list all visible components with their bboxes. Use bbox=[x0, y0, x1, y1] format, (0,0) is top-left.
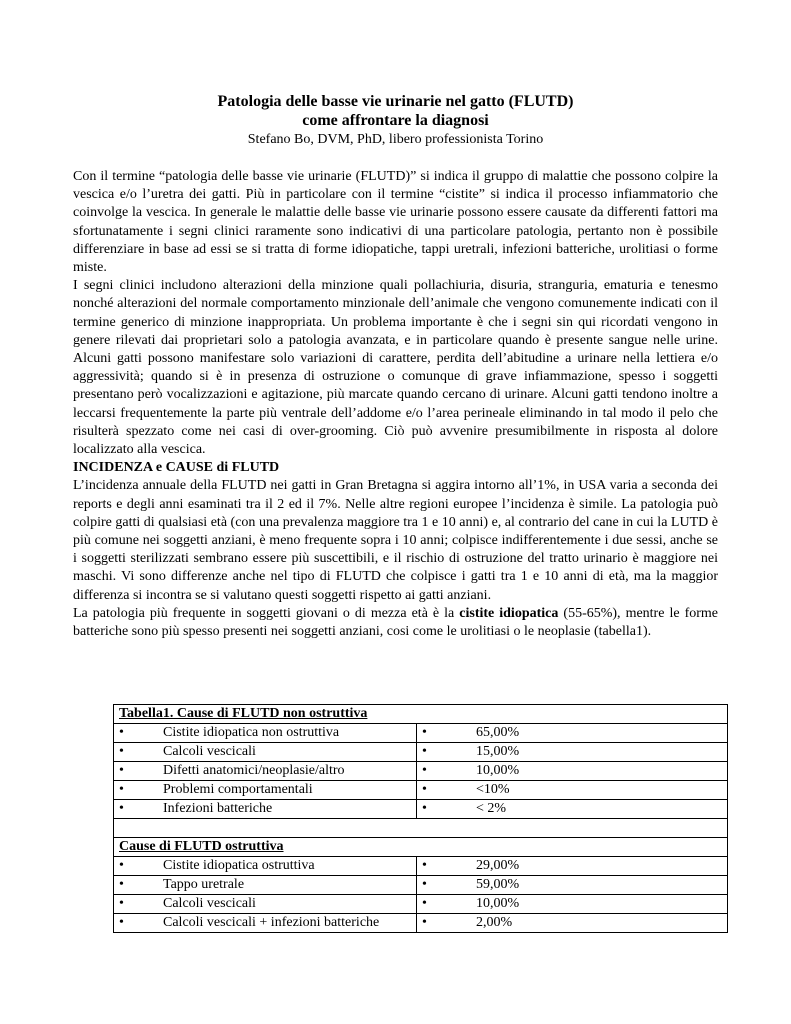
percentage-cell bbox=[417, 762, 728, 781]
cause-cell bbox=[114, 743, 417, 762]
table-row bbox=[114, 724, 728, 743]
obstructive-rows bbox=[114, 857, 728, 933]
cause-cell bbox=[114, 914, 417, 933]
table-row bbox=[114, 876, 728, 895]
bullet-icon: • bbox=[119, 877, 124, 892]
percentage-value: 2,00% bbox=[476, 915, 513, 930]
percentage-value: < 2% bbox=[476, 801, 507, 816]
bullet-icon: • bbox=[119, 744, 124, 759]
bullet-icon: • bbox=[422, 801, 427, 816]
table-row bbox=[114, 800, 728, 819]
prevalence-text-a: La patologia più frequente in soggetti giovani o di mezza età è la bbox=[73, 605, 460, 621]
cause-cell bbox=[114, 895, 417, 914]
paragraph-incidence: L’incidenza annuale della FLUTD nei gatti in Gran Bretagna si aggira intorno all’1%, in USA varia a seconda dei reports e degli anni esaminati tra il 2 ed il 7%. Nelle altre regioni europee l’incidenza è simile. La patologia può colpire gatti di qualsiasi età (con una prevalenza maggiore tra 1 e 10 anni) e, al contrario del cane in cui la LUTD è più comune nei soggetti anziani, è meno frequente sopra i 10 anni; colpisce indifferentemente i due sessi, anche se i soggetti sterilizzati sembrano essere più suscettibili, e il rischio di ostruzione del tratto urinario è maggiore nei maschi. Vi sono differenze anche nel tipo di FLUTD che colpisce i gatti tra 1 e 10 anni di età, ma la maggior differenza si incontra se si valutano questi soggetti rispetto ai gatti anziani. bbox=[73, 478, 718, 603]
table-row bbox=[114, 762, 728, 781]
percentage-cell bbox=[417, 895, 728, 914]
bullet-icon: • bbox=[119, 915, 124, 930]
table-row bbox=[114, 857, 728, 876]
bullet-icon: • bbox=[422, 763, 427, 778]
cause-label: Calcoli vescicali bbox=[163, 896, 256, 911]
percentage-cell bbox=[417, 876, 728, 895]
cause-label: Calcoli vescicali + infezioni batteriche bbox=[163, 915, 380, 930]
paragraph-intro: Con il termine “patologia delle basse vie urinarie (FLUTD)” si indica il gruppo di malattie che possono colpire la vescica e/o l’uretra dei gatti. Più in particolare con il termine “cistite” si indica il processo infiammatorio che coinvolge la vescica. In generale le malattie delle basse vie urinarie possono essere causate da differenti fattori ma sfortunatamente i segni clinici raramente sono indicativi di una particolare patologia, pertanto non è possibile differenziare in base ad essi se si tratta di forme idiopatiche, tappi uretrali, infezioni batteriche, urolitiasi o forme miste. bbox=[73, 169, 718, 276]
causes-table bbox=[113, 704, 728, 933]
cause-cell bbox=[114, 762, 417, 781]
percentage-cell bbox=[417, 781, 728, 800]
table-row bbox=[114, 895, 728, 914]
table-spacer-row bbox=[114, 819, 728, 838]
bullet-icon: • bbox=[422, 744, 427, 759]
bullet-icon: • bbox=[119, 801, 124, 816]
percentage-cell bbox=[417, 800, 728, 819]
percentage-cell bbox=[417, 743, 728, 762]
table-row bbox=[114, 743, 728, 762]
percentage-cell bbox=[417, 857, 728, 876]
document-title-line1: Patologia delle basse vie urinarie nel gatto (FLUTD) bbox=[217, 93, 574, 110]
cause-cell bbox=[114, 876, 417, 895]
cause-label: Cistite idiopatica ostruttiva bbox=[163, 858, 315, 873]
prevalence-bold-term: cistite idiopatica bbox=[459, 605, 559, 621]
table-header-row bbox=[114, 838, 728, 857]
table-row bbox=[114, 781, 728, 800]
cause-cell bbox=[114, 724, 417, 743]
percentage-value: 10,00% bbox=[476, 763, 520, 778]
cause-label: Problemi comportamentali bbox=[163, 782, 313, 797]
cause-cell bbox=[114, 781, 417, 800]
bullet-icon: • bbox=[422, 782, 427, 797]
cause-label: Difetti anatomici/neoplasie/altro bbox=[163, 763, 345, 778]
percentage-cell bbox=[417, 724, 728, 743]
table-header-row bbox=[114, 705, 728, 724]
percentage-value: <10% bbox=[476, 782, 510, 797]
cause-cell bbox=[114, 857, 417, 876]
author-line: Stefano Bo, DVM, PhD, libero professionista Torino bbox=[247, 132, 544, 147]
prevalence-text-b: (55-65%), mentre le forme batteriche sono più spesso presenti nei soggetti anziani, cosi come le urolitiasi o le neoplasie (tabella1). bbox=[73, 605, 718, 640]
document-page bbox=[73, 92, 718, 641]
paragraph-clinical-signs: I segni clinici includono alterazioni della minzione quali pollachiuria, disuria, stranguria, ematuria e tenesmo nonché alterazioni del normale comportamento minzionale dell’animale che vengono comunemente indicati con il termine generico di minzione inappropriata. Un problema importante è che i segni sin qui ricordati vengono in genere rilevati dai proprietari solo a patologia avanzata, e in particolare quando è presente sangue nelle urine. Alcuni gatti possono manifestare solo variazioni di carattere, perdita dell’abitudine a urinare nella lettiera e/o aggressività; quando si è in presenza di ostruzione o comunque di grave infiammazione, spesso i soggetti presentano però vocalizzazioni e agitazione, più marcate quando cercano di urinare. Alcuni gatti tendono inoltre a leccarsi frequentemente la parte più ventrale dell’addome e/o l’area perineale eliminando in tal modo il pelo che risulterà spezzato come nei casi di over-grooming. Ciò può avvenire presumibilmente in risposta al dolore localizzato alla vescica. bbox=[73, 278, 718, 458]
cause-label: Tappo uretrale bbox=[163, 877, 245, 892]
percentage-value: 59,00% bbox=[476, 877, 520, 892]
percentage-value: 65,00% bbox=[476, 725, 520, 740]
table-header-non-obstructive: Tabella1. Cause di FLUTD non ostruttiva bbox=[114, 705, 728, 724]
table-header-obstructive: Cause di FLUTD ostruttiva bbox=[114, 838, 728, 857]
bullet-icon: • bbox=[422, 858, 427, 873]
bullet-icon: • bbox=[422, 896, 427, 911]
table-spacer-cell bbox=[114, 819, 728, 838]
table-row bbox=[114, 914, 728, 933]
cause-label: Calcoli vescicali bbox=[163, 744, 256, 759]
bullet-icon: • bbox=[119, 725, 124, 740]
cause-label: Infezioni batteriche bbox=[163, 801, 273, 816]
bullet-icon: • bbox=[119, 896, 124, 911]
section-heading-incidenza: INCIDENZA e CAUSE di FLUTD bbox=[73, 460, 280, 476]
percentage-value: 10,00% bbox=[476, 896, 520, 911]
cause-cell bbox=[114, 800, 417, 819]
document-title-line2: come affrontare la diagnosi bbox=[302, 112, 489, 129]
percentage-value: 29,00% bbox=[476, 858, 520, 873]
bullet-icon: • bbox=[119, 858, 124, 873]
paragraph-prevalence bbox=[73, 605, 718, 641]
bullet-icon: • bbox=[422, 725, 427, 740]
percentage-cell bbox=[417, 914, 728, 933]
cause-label: Cistite idiopatica non ostruttiva bbox=[163, 725, 340, 740]
non-obstructive-rows bbox=[114, 724, 728, 819]
bullet-icon: • bbox=[422, 877, 427, 892]
percentage-value: 15,00% bbox=[476, 744, 520, 759]
bullet-icon: • bbox=[119, 763, 124, 778]
bullet-icon: • bbox=[119, 782, 124, 797]
bullet-icon: • bbox=[422, 915, 427, 930]
